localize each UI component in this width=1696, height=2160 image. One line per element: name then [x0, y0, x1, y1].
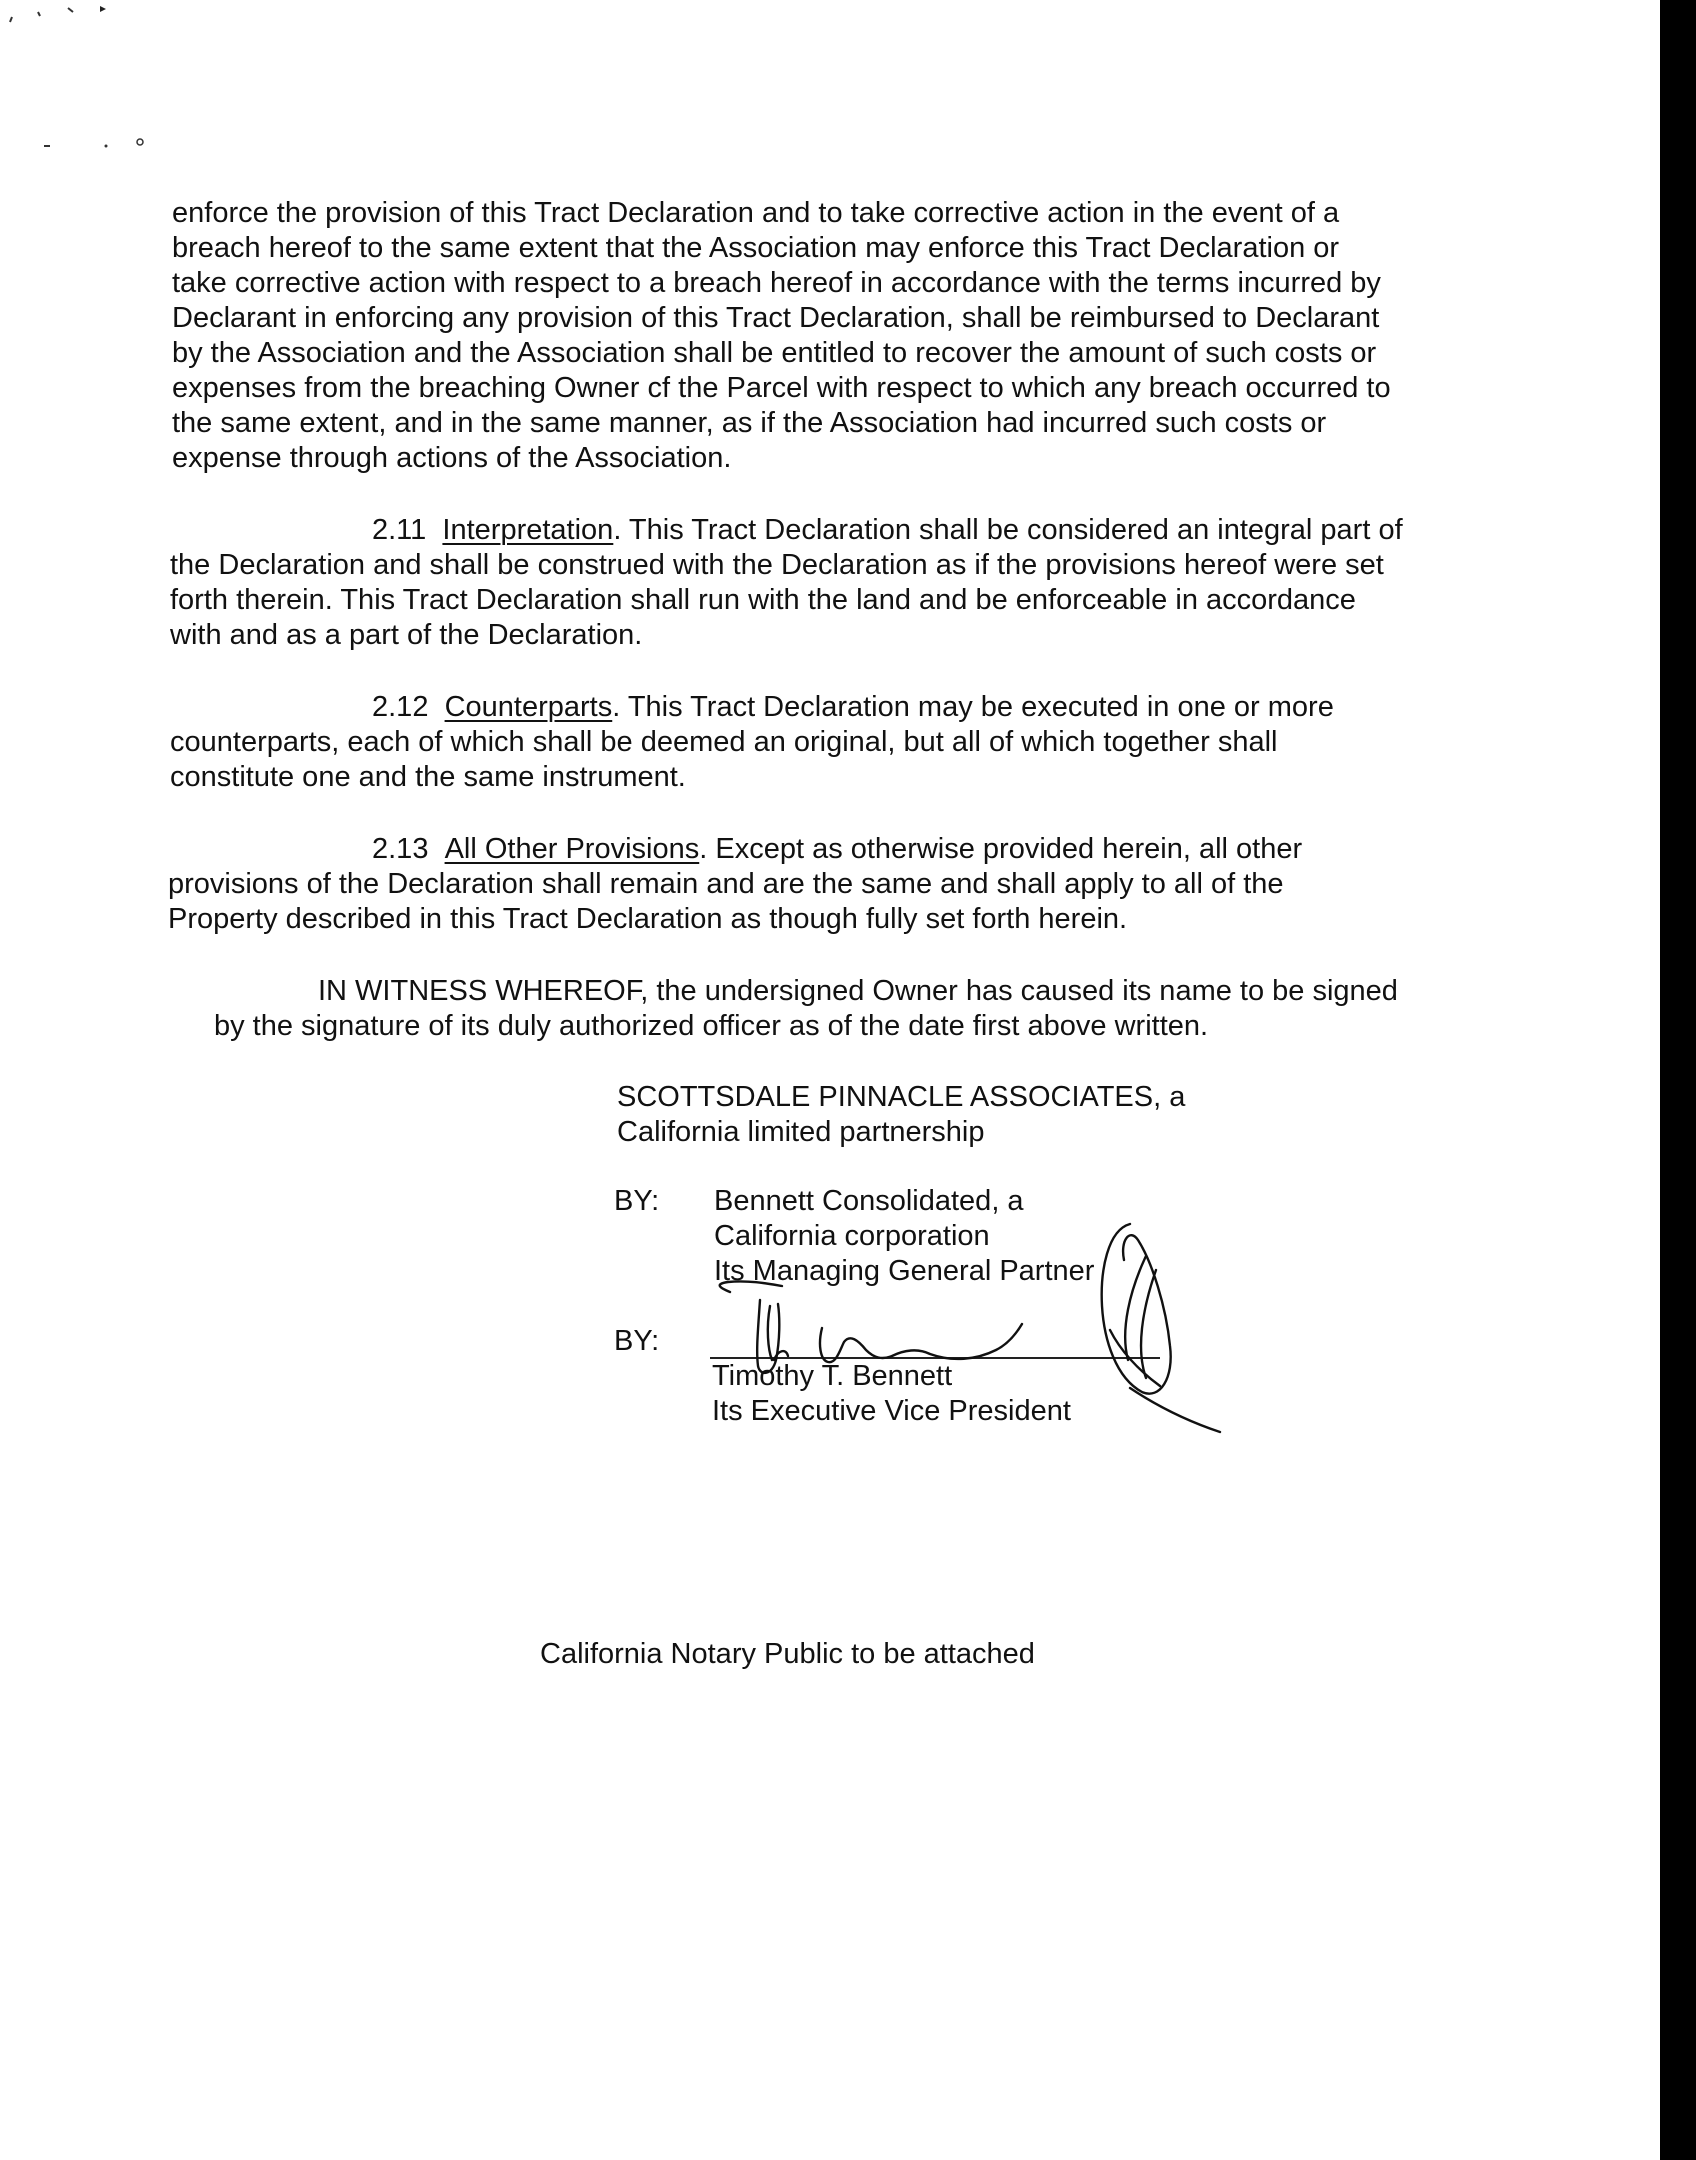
section-2-12: [170, 690, 1334, 795]
by-label-partner: BY:: [614, 1185, 660, 1217]
text-line: expenses from the breaching Owner cf the Parcel with respect to which any breach occurred to: [172, 372, 1391, 404]
witness-paragraph: [214, 974, 1398, 1044]
section-heading: All Other Provisions: [444, 833, 700, 865]
text-line: Property described in this Tract Declaration as though fully set forth herein.: [168, 903, 1128, 935]
signer-block: [712, 1359, 1071, 1429]
partner-type: California corporation: [714, 1220, 990, 1252]
text-line: Declarant in enforcing any provision of this Tract Declaration, shall be reimbursed to Declarant: [172, 302, 1380, 334]
section-first-line-text: . This Tract Declaration may be executed in one or more: [612, 691, 1334, 723]
section-first-line-text: . This Tract Declaration shall be considered an integral part of: [613, 514, 1403, 546]
text-line: by the signature of its duly authorized officer as of the date first above written.: [214, 1010, 1209, 1042]
section-first-line: [168, 832, 1302, 867]
notary-note: California Notary Public to be attached: [540, 1638, 1035, 1670]
section-2-13: [168, 832, 1302, 937]
section-2-11: [170, 513, 1403, 653]
text-line: IN WITNESS WHEREOF, the undersigned Owner has caused its name to be signed: [318, 975, 1398, 1007]
text-line: with and as a part of the Declaration.: [170, 619, 643, 651]
text-line: constitute one and the same instrument.: [170, 761, 686, 793]
text-line: the same extent, and in the same manner, as if the Association had incurred such costs or: [172, 407, 1327, 439]
continuation-paragraph: [172, 196, 1391, 476]
text-line: provisions of the Declaration shall remain and are the same and shall apply to all of the: [168, 868, 1284, 900]
signer-name: Timothy T. Bennett: [712, 1360, 953, 1392]
partner-role: Its Managing General Partner: [714, 1255, 1095, 1287]
signatory-entity: [617, 1080, 1185, 1150]
partner-name: Bennett Consolidated, a: [714, 1185, 1024, 1217]
text-line: counterparts, each of which shall be deemed an original, but all of which together shall: [170, 726, 1278, 758]
by-label-signer: BY:: [614, 1325, 660, 1357]
text-line: enforce the provision of this Tract Declaration and to take corrective action in the event of a: [172, 197, 1340, 229]
text-line: forth therein. This Tract Declaration shall run with the land and be enforceable in accordance: [170, 584, 1356, 616]
section-number: 2.13: [372, 833, 429, 865]
section-first-line-text: . Except as otherwise provided herein, all other: [699, 833, 1303, 865]
scan-specks: [0, 0, 200, 160]
text-line: the Declaration and shall be construed with the Declaration as if the provisions hereof were set: [170, 549, 1384, 581]
scan-edge-bar: [1660, 0, 1696, 2160]
text-line: breach hereof to the same extent that the Association may enforce this Tract Declaration or: [172, 232, 1340, 264]
section-heading: Interpretation: [442, 514, 614, 546]
text-line: expense through actions of the Association.: [172, 442, 732, 474]
signer-title: Its Executive Vice President: [712, 1395, 1071, 1427]
text-line: by the Association and the Association shall be entitled to recover the amount of such costs or: [172, 337, 1377, 369]
section-number: 2.12: [372, 691, 429, 723]
section-first-line: [170, 690, 1334, 725]
entity-type: California limited partnership: [617, 1116, 985, 1148]
section-number: 2.11: [372, 514, 427, 546]
entity-name: SCOTTSDALE PINNACLE ASSOCIATES, a: [617, 1081, 1186, 1113]
text-line: take corrective action with respect to a breach hereof in accordance with the terms incurred by: [172, 267, 1381, 299]
section-heading: Counterparts: [444, 691, 613, 723]
section-first-line: [170, 513, 1403, 548]
